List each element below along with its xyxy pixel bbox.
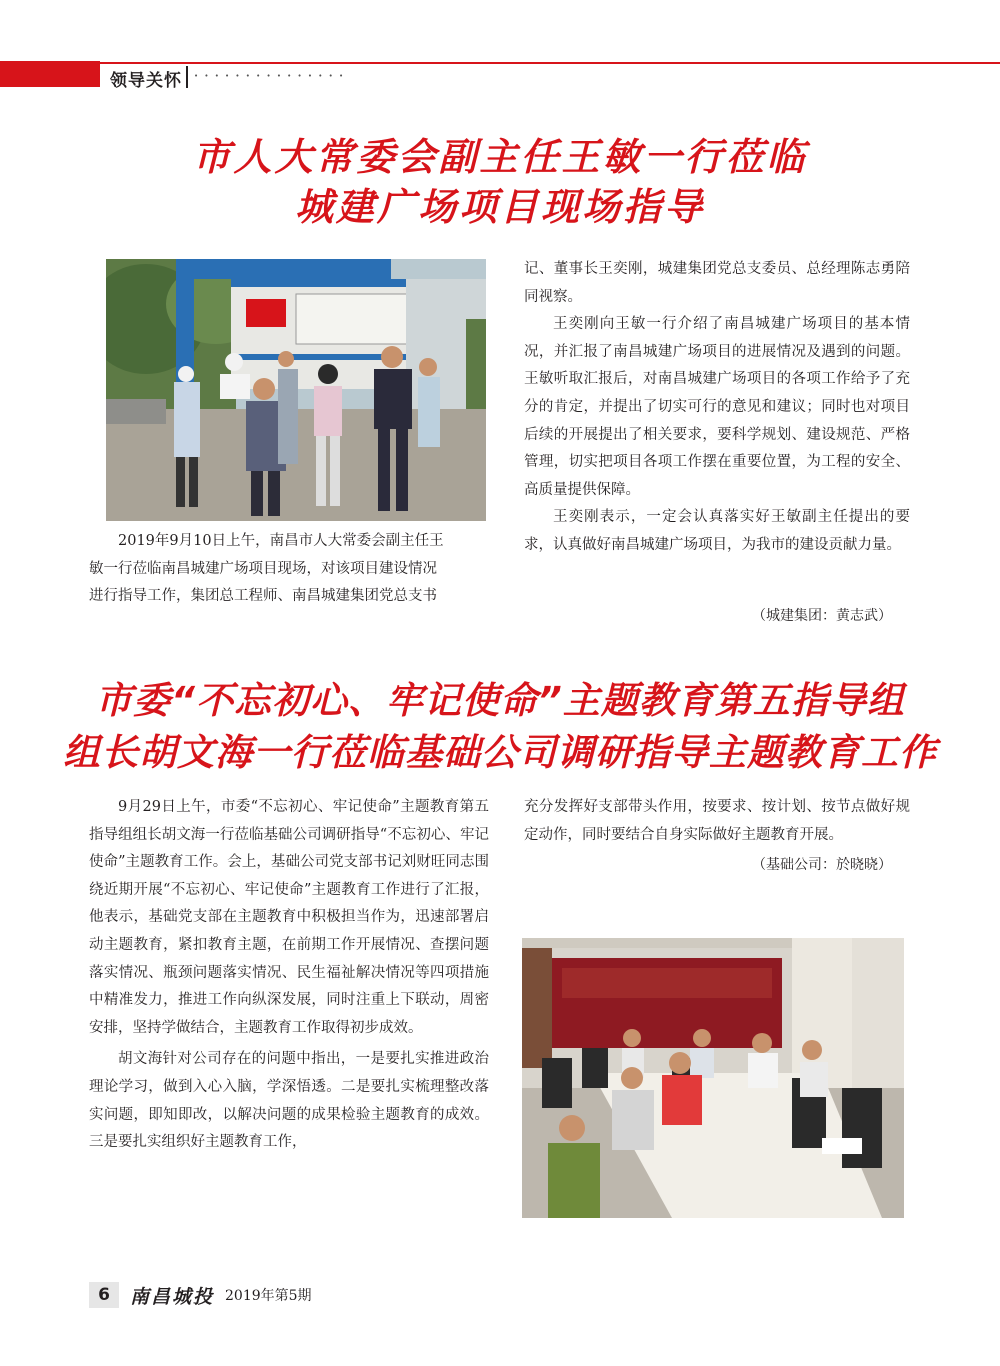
page-number: 6 bbox=[89, 1282, 119, 1308]
article2-title-line: 市委“不忘初心、牢记使命”主题教育第五指导组 bbox=[95, 679, 905, 722]
article2-credit: （基础公司：於晓晓） bbox=[752, 857, 892, 873]
site-visit-illustration bbox=[106, 259, 486, 521]
issue-label: 2019年第5期 bbox=[225, 1288, 312, 1304]
header-rule bbox=[100, 62, 1000, 64]
article2-title-line: 组长胡文海一行莅临基础公司调研指导主题教育工作 bbox=[63, 731, 937, 774]
caption-line: 进行指导工作，集团总工程师、南昌城建集团党总支书 bbox=[89, 588, 437, 605]
meeting-photo bbox=[522, 938, 904, 1218]
article1-credit: （城建集团：黄志武） bbox=[752, 608, 892, 624]
article1-caption bbox=[89, 528, 489, 611]
caption-line: 敏一行莅临南昌城建广场项目现场，对该项目建设情况 bbox=[89, 560, 437, 577]
article1-title bbox=[0, 132, 1000, 232]
section-title: 领导关怀 bbox=[110, 71, 182, 91]
paragraph: 胡文海针对公司存在的问题中指出，一是要扎实推进政治理论学习，做到入心入脑，学深悟透。二是要扎实梳理整改落实问题，即知即改，以解决问题的成果检验主题教育的成效。三是要扎实组织好主题教育工作， bbox=[89, 1051, 489, 1151]
site-visit-photo bbox=[106, 259, 486, 521]
paragraph: 充分发挥好支部带头作用，按要求、按计划、按节点做好规定动作，同时要结合自身实际做好主题教育开展。 bbox=[524, 799, 910, 843]
meeting-illustration bbox=[522, 938, 904, 1218]
caption-line: 2019年9月10日上午，南昌市人大常委会副主任王 bbox=[118, 533, 444, 549]
paragraph: 9月29日上午，市委“不忘初心、牢记使命”主题教育第五指导组组长胡文海一行莅临基础公司调研指导“不忘初心、牢记使命”主题教育工作。会上，基础公司党支部书记刘财旺同志围绕近期开展“不忘初心、牢记使命”主题教育工作进行了汇报，他表示，基础党支部在主题教育中积极担当作为，迅速部署启动主题教育，紧扣教育主题，在前期工作开展情况、查摆问题落实情况、瓶颈问题落实情况、民生福祉解决情况等四项措施中精准发力，推进工作向纵深发展，同时注重上下联动，周密安排，坚持学做结合，主题教育工作取得初步成效。 bbox=[89, 799, 489, 1036]
article1-title-line: 市人大常委会副主任王敏一行莅临 bbox=[192, 135, 808, 179]
magazine-name: 南昌城投 bbox=[130, 1286, 215, 1308]
article2-column1 bbox=[89, 794, 489, 1157]
article2-column2 bbox=[524, 794, 910, 849]
article2-title bbox=[0, 675, 1000, 779]
article1-column2 bbox=[524, 256, 910, 560]
paragraph: 王奕刚表示，一定会认真落实好王敏副主任提出的要求，认真做好南昌城建广场项目，为我市的建设贡献力量。 bbox=[524, 509, 910, 553]
header-red-bar bbox=[0, 61, 100, 87]
section-dots: • • • • • • • • • • • • • • • bbox=[194, 72, 346, 80]
article1-title-line: 城建广场项目现场指导 bbox=[294, 185, 705, 229]
section-separator bbox=[186, 66, 188, 88]
paragraph: 记、董事长王奕刚，城建集团党总支委员、总经理陈志勇陪同视察。 bbox=[524, 261, 910, 305]
paragraph: 王奕刚向王敏一行介绍了南昌城建广场项目的基本情况，并汇报了南昌城建广场项目的进展情况及遇到的问题。王敏听取汇报后，对南昌城建广场项目的各项工作给予了充分的肯定，并提出了切实可行的意见和建议；同时也对项目后续的开展提出了相关要求，要科学规划、建设规范、严格管理，切实把项目各项工作摆在重要位置，为工程的安全、高质量提供保障。 bbox=[524, 316, 910, 498]
